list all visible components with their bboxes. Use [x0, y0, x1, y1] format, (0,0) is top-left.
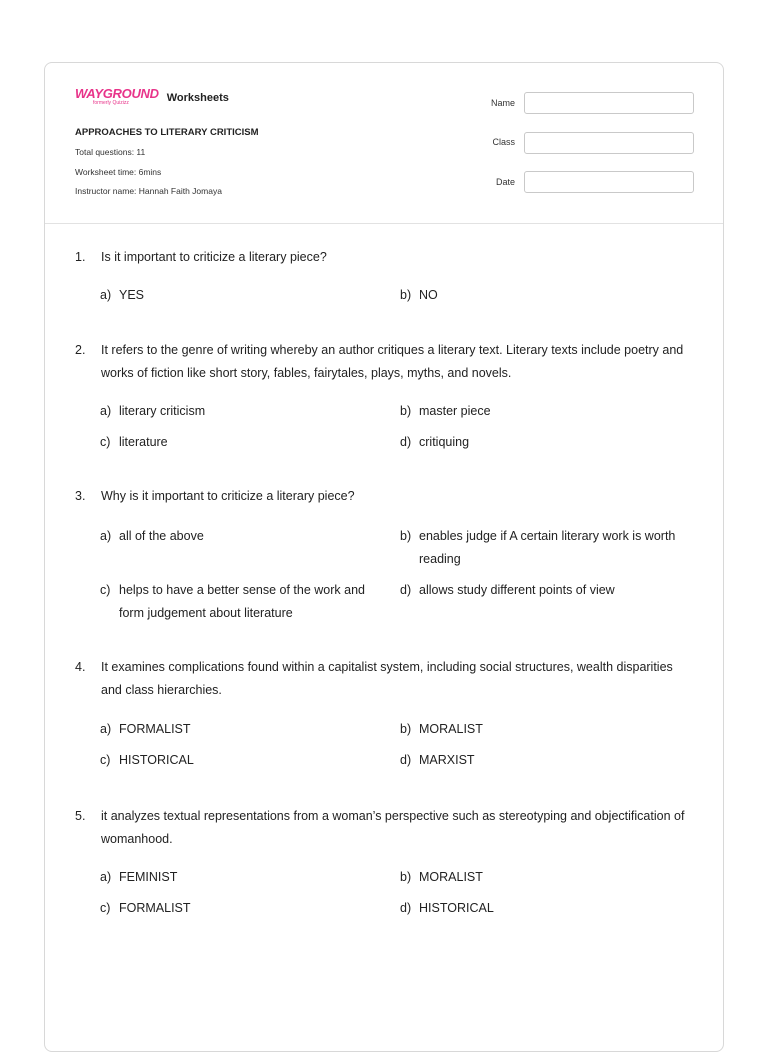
option-b: [400, 866, 690, 889]
option-text: FEMINIST: [119, 870, 178, 884]
option-letter: b): [400, 404, 412, 418]
question-4: [75, 656, 695, 702]
option-letter: c): [100, 753, 111, 767]
option-text: FORMALIST: [119, 722, 191, 736]
name-field[interactable]: [524, 92, 694, 114]
option-letter: c): [100, 435, 111, 449]
option-letter: c): [100, 583, 111, 597]
option-text: helps to have a better sense of the work and form judgement about literature: [119, 583, 365, 620]
question-number: 4.: [75, 660, 86, 674]
option-d: [400, 749, 690, 772]
option-text: literary criticism: [119, 404, 206, 418]
option-a: [100, 866, 380, 889]
question-text: Is it important to criticize a literary piece?: [101, 250, 327, 264]
option-c: [100, 579, 385, 625]
option-letter: a): [100, 870, 112, 884]
logo-mark: [75, 87, 159, 107]
date-field[interactable]: [524, 171, 694, 193]
option-letter: a): [100, 529, 112, 543]
question-text: it analyzes textual representations from a woman’s perspective such as stereotyping and objectification of womanhood.: [101, 809, 685, 846]
question-text: Why is it important to criticize a literary piece?: [101, 489, 355, 503]
total-questions: Total questions: 11: [75, 147, 146, 157]
option-b: [400, 400, 690, 423]
class-field[interactable]: [524, 132, 694, 154]
question-number: 2.: [75, 343, 86, 357]
brand-logo: [75, 87, 229, 107]
question-5: [75, 805, 695, 851]
option-text: allows study different points of view: [419, 583, 615, 597]
option-letter: b): [400, 529, 412, 543]
option-letter: b): [400, 722, 412, 736]
option-text: literature: [119, 435, 168, 449]
option-text: HISTORICAL: [419, 901, 494, 915]
option-c: [100, 431, 380, 454]
option-letter: a): [100, 404, 112, 418]
option-c: [100, 897, 380, 920]
option-b: [400, 718, 690, 741]
option-letter: b): [400, 870, 412, 884]
class-label: Class: [492, 137, 515, 147]
worksheet-time: Worksheet time: 6mins: [75, 167, 162, 177]
question-1: [75, 246, 695, 269]
logo-wordmark: WAYGROUND: [75, 86, 159, 101]
option-letter: b): [400, 288, 412, 302]
option-a: [100, 718, 380, 741]
option-a: [100, 284, 380, 307]
option-text: critiquing: [419, 435, 470, 449]
question-text: It examines complications found within a capitalist system, including social structures, wealth disparities and class hierarchies.: [101, 660, 673, 697]
option-letter: a): [100, 288, 112, 302]
option-text: NO: [419, 288, 438, 302]
option-d: [400, 431, 690, 454]
worksheet-page: [44, 62, 724, 1052]
logo-subtitle: formerly Quizizz: [93, 100, 129, 106]
worksheet-header: [45, 63, 723, 224]
section-label: Worksheets: [166, 92, 229, 104]
worksheet-title: APPROACHES TO LITERARY CRITICISM: [75, 127, 259, 138]
question-text: It refers to the genre of writing whereby an author critiques a literary text. Literary texts include poetry and works of fiction like short story, fables, fairytales, plays, myths, and novels.: [101, 343, 684, 380]
option-letter: a): [100, 722, 112, 736]
option-a: [100, 400, 380, 423]
option-a: [100, 525, 380, 548]
option-text: HISTORICAL: [119, 753, 194, 767]
option-letter: d): [400, 435, 412, 449]
option-text: YES: [119, 288, 145, 302]
name-label: Name: [490, 98, 515, 108]
option-text: all of the above: [119, 529, 204, 543]
option-text: FORMALIST: [119, 901, 191, 915]
option-letter: d): [400, 753, 412, 767]
option-b: [400, 284, 690, 307]
option-letter: d): [400, 901, 412, 915]
question-3: [75, 485, 695, 508]
option-text: MORALIST: [419, 722, 483, 736]
option-b: [400, 525, 690, 571]
option-c: [100, 749, 380, 772]
option-text: MORALIST: [419, 870, 483, 884]
question-2: [75, 339, 695, 385]
question-number: 5.: [75, 809, 86, 823]
option-text: MARXIST: [419, 753, 475, 767]
option-letter: c): [100, 901, 111, 915]
instructor-name: Instructor name: Hannah Faith Jomaya: [75, 186, 222, 196]
date-label: Date: [495, 177, 515, 187]
question-number: 3.: [75, 489, 86, 503]
option-letter: d): [400, 583, 412, 597]
option-d: [400, 579, 690, 602]
option-text: enables judge if A certain literary work is worth reading: [419, 529, 676, 566]
question-number: 1.: [75, 250, 86, 264]
option-d: [400, 897, 690, 920]
option-text: master piece: [419, 404, 491, 418]
